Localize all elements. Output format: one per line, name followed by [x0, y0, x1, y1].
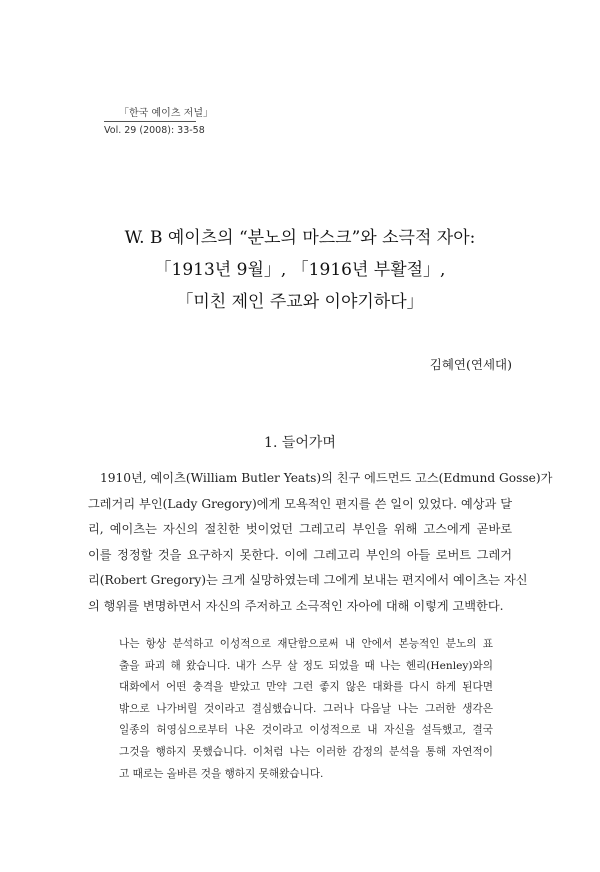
quote-line: 나는 항상 분석하고 이성적으로 재단함으로써 내 안에서 본능적인 분노의 표	[119, 638, 493, 650]
body-line: 1910년, 예이츠(William Butler Yeats)의 친구 에드먼드 고스(Edmund Gosse)가	[100, 471, 553, 485]
quote-line: 고 때로는 올바른 것을 행하지 못해왔습니다.	[119, 767, 324, 780]
title-line: 「미친 제인 주교와 이야기하다」	[176, 292, 424, 312]
paper-title	[60, 222, 540, 318]
body-line: 리(Robert Gregory)는 크게 실망하였는데 그에게 보내는 편지에서 예이츠는 자신	[88, 573, 528, 587]
quote-line: 출을 파괴 해 왔습니다. 내가 스무 살 정도 되었을 때 나는 헨리(Henley)와의	[119, 659, 493, 672]
body-line: 의 행위를 변명하면서 자신의 주저하고 소극적인 자아에 대해 이렇게 고백한다.	[88, 598, 504, 613]
title-line: 「1913년 9월」, 「1916년 부활절」,	[154, 260, 446, 280]
volume-info: Vol. 29 (2008): 33-58	[104, 125, 205, 136]
header-rule	[104, 121, 196, 122]
body-line: 이를 정정할 것을 요구하지 못한다. 이에 그레고리 부인의 아들 로버트 그레거	[88, 547, 512, 562]
title-line: W. B 예이츠의 “분노의 마스크”와 소극적 자아:	[124, 228, 476, 248]
author-affiliation: 김혜연(연세대)	[429, 357, 512, 372]
body-line: 그레거리 부인(Lady Gregory)에게 모욕적인 편지를 쓴 일이 있었다. 예상과 달	[88, 496, 512, 511]
quote-line: 대화에서 어떤 충격을 받았고 만약 그런 좋지 않은 대화를 다시 하게 된다면	[119, 681, 493, 694]
body-paragraph	[88, 466, 553, 619]
block-quote	[119, 634, 493, 785]
journal-name: 「한국 예이츠 저널」	[119, 108, 213, 119]
body-line: 리, 예이츠는 자신의 절친한 벗이었던 그레고리 부인을 위해 고스에게 곧바로	[88, 522, 512, 536]
section-heading: 1. 들어가며	[264, 435, 336, 451]
quote-line: 그것을 행하지 못했습니다. 이처럼 나는 이러한 감정의 분석을 통해 자연적이	[119, 745, 493, 758]
quote-line: 밖으로 나가버릴 것이라고 결심했습니다. 그러나 다음날 나는 그러한 생각은	[119, 702, 493, 715]
quote-line: 일종의 허영심으로부터 나온 것이라고 이성적으로 내 자신을 설득했고, 결국	[119, 724, 493, 737]
